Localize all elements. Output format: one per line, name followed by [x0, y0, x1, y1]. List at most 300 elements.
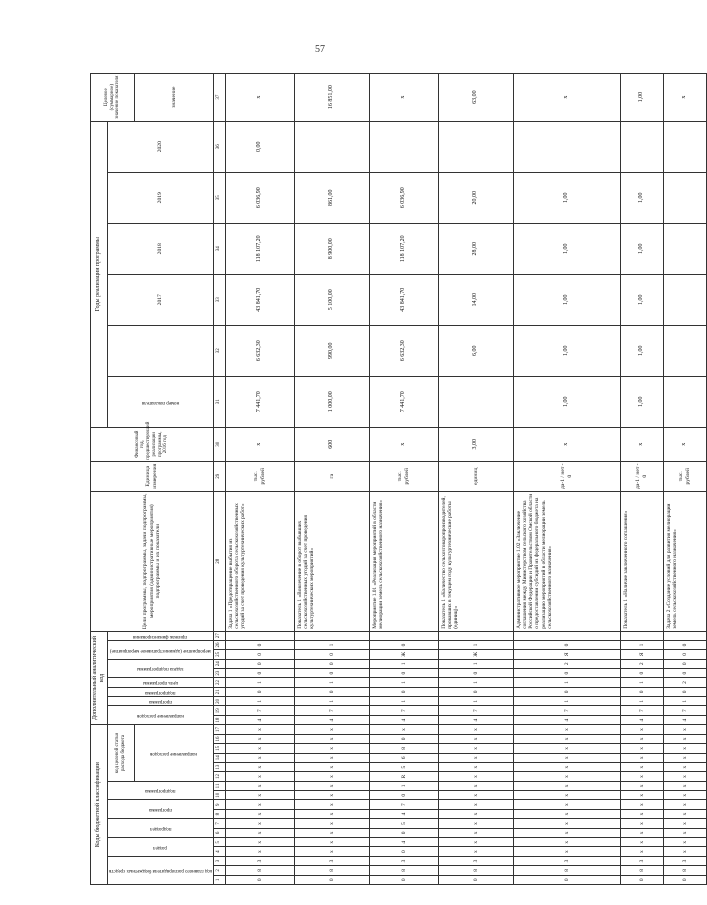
code-cell: 0: [369, 687, 438, 696]
column-index: 26: [213, 640, 225, 649]
code-cell: х: [513, 744, 620, 753]
vertical-label: цель программы: [142, 680, 178, 686]
code-cell: х: [620, 772, 663, 781]
target-value: 16 851,00: [294, 73, 369, 121]
code-cell: х: [294, 828, 369, 837]
code-cell: х: [369, 725, 438, 734]
code-cell: 0: [225, 659, 294, 668]
code-cell: 3: [513, 856, 620, 865]
vertical-label: задача подпрограммы: [137, 666, 184, 672]
table-row: [620, 73, 663, 884]
code-cell: 5: [369, 819, 438, 828]
code-cell: х: [513, 781, 620, 790]
code-cell: 0: [438, 875, 513, 884]
vertical-label: номер показателя: [141, 399, 179, 405]
column-index: 3: [213, 856, 225, 865]
year-value: [663, 376, 706, 427]
code-cell: 0: [663, 640, 706, 649]
row-name: Мероприятие 1.01 «Реализация мероприятий в области мелиорации земель сельскохозяйственного назначения»: [369, 491, 438, 631]
years-group-header: Годы реализации программы: [91, 121, 108, 427]
code-cell: х: [225, 838, 294, 847]
code-cell: 0: [225, 687, 294, 696]
code-cell: х: [294, 725, 369, 734]
code-cell: х: [438, 838, 513, 847]
budget-table: [90, 73, 707, 885]
budget-table-sheet: [90, 75, 691, 885]
code-cell: 1: [620, 678, 663, 687]
codes-group-header: Коды бюджетной классификации: [91, 725, 108, 885]
year-value: 1,00: [620, 172, 663, 223]
code-cell: 7: [294, 706, 369, 715]
year-value: [663, 325, 706, 376]
target-header: Целевое (суммарное) значение показателя: [91, 73, 135, 121]
column-index: 13: [213, 762, 225, 771]
unit-cell: га: [294, 461, 369, 491]
fin-year-value: х: [663, 427, 706, 461]
code-cell: 2: [663, 678, 706, 687]
column-index: 14: [213, 753, 225, 762]
year-header: 2020: [107, 121, 213, 172]
year-value: 1,00: [620, 325, 663, 376]
code-cell: 1: [369, 659, 438, 668]
year-value: [438, 121, 513, 172]
code-cell: х: [438, 781, 513, 790]
code-cell: 1: [369, 697, 438, 706]
code-cell: 0: [369, 847, 438, 856]
code-cell: х: [225, 772, 294, 781]
year-value: 118 107,20: [369, 223, 438, 274]
target-article-header: код целевой статьи расхода бюджета: [107, 725, 134, 781]
row-name: Задача 2 «Создание условий для развития мелиорации земель сельскохозяйственного назначения»: [663, 491, 706, 631]
code-cell: 8: [369, 744, 438, 753]
code-cell: 0: [438, 687, 513, 696]
code-cell: х: [438, 819, 513, 828]
code-cell: х: [620, 809, 663, 818]
code-cell: 0: [369, 734, 438, 743]
code-cell: 4: [369, 809, 438, 818]
code-cell: х: [294, 809, 369, 818]
direction-header: [134, 725, 213, 781]
code-cell: 0: [663, 875, 706, 884]
year-value: 1 000,00: [294, 376, 369, 427]
target-value-header: значение: [134, 73, 213, 121]
code-cell: 4: [294, 715, 369, 724]
code-cell: 0: [294, 875, 369, 884]
code-cell: 1: [369, 678, 438, 687]
column-index: 19: [213, 706, 225, 715]
code-cell: 2: [513, 659, 620, 668]
table-row: [225, 73, 294, 884]
code-cell: 0: [513, 668, 620, 677]
code-cell: х: [225, 847, 294, 856]
code-cell: 7: [620, 706, 663, 715]
code-cell: х: [663, 809, 706, 818]
column-index: 2: [213, 866, 225, 875]
vertical-label: подраздел: [149, 826, 171, 832]
code-cell: 1: [620, 640, 663, 649]
year-value: [294, 121, 369, 172]
column-index: 29: [213, 461, 225, 491]
code-cell: Я: [513, 650, 620, 659]
code-cell: х: [513, 734, 620, 743]
column-index: 10: [213, 791, 225, 800]
target-value: х: [513, 73, 620, 121]
code-cell: х: [225, 809, 294, 818]
code-cell: х: [294, 772, 369, 781]
code-cell: 1: [438, 697, 513, 706]
code-cell: 0: [663, 687, 706, 696]
spare-cell: [513, 631, 620, 640]
code-cell: х: [294, 838, 369, 847]
code-cell: х: [663, 734, 706, 743]
year-value: [620, 121, 663, 172]
year-value: 1,00: [513, 274, 620, 325]
column-index: 34: [213, 223, 225, 274]
code-cell: х: [225, 791, 294, 800]
track-col-header: [107, 687, 213, 696]
code-cell: х: [438, 828, 513, 837]
code-cell: 1: [369, 781, 438, 790]
track-col-header: [107, 376, 213, 427]
code-cell: х: [663, 800, 706, 809]
code-cell: 8: [513, 866, 620, 875]
code-cell: 7: [225, 706, 294, 715]
fin-year-value: 600: [294, 427, 369, 461]
code-cell: х: [294, 791, 369, 800]
code-col-header: [107, 838, 213, 857]
code-cell: Я: [620, 650, 663, 659]
code-cell: х: [513, 725, 620, 734]
code-cell: 4: [369, 838, 438, 847]
code-cell: х: [513, 772, 620, 781]
code-cell: х: [620, 828, 663, 837]
code-cell: 8: [438, 866, 513, 875]
code-cell: х: [620, 762, 663, 771]
code-cell: х: [513, 819, 620, 828]
target-value: х: [225, 73, 294, 121]
column-index: 22: [213, 678, 225, 687]
code-cell: х: [438, 753, 513, 762]
code-cell: 1: [294, 640, 369, 649]
code-cell: 1: [438, 678, 513, 687]
code-cell: 3: [438, 856, 513, 865]
code-cell: 0: [294, 650, 369, 659]
track-col-header: [107, 678, 213, 687]
code-cell: х: [620, 753, 663, 762]
code-cell: 0: [620, 687, 663, 696]
unit-cell: да-1 / нет - 0: [620, 461, 663, 491]
code-cell: 3: [369, 856, 438, 865]
target-value: 63,00: [438, 73, 513, 121]
code-cell: х: [225, 819, 294, 828]
code-cell: х: [294, 847, 369, 856]
unit-cell: да-1 / нет - 0: [513, 461, 620, 491]
year-value: 990,00: [294, 325, 369, 376]
code-cell: х: [663, 772, 706, 781]
table-row: [663, 73, 706, 884]
fin-year-value: х: [513, 427, 620, 461]
code-cell: х: [663, 781, 706, 790]
column-index: 6: [213, 828, 225, 837]
code-cell: 2: [620, 659, 663, 668]
column-index: 28: [213, 491, 225, 631]
code-cell: х: [663, 762, 706, 771]
code-cell: х: [294, 734, 369, 743]
code-cell: 0: [369, 875, 438, 884]
code-cell: х: [294, 819, 369, 828]
column-index: 15: [213, 744, 225, 753]
code-cell: х: [438, 809, 513, 818]
code-cell: х: [620, 819, 663, 828]
year-value: [663, 172, 706, 223]
column-index: 30: [213, 427, 225, 461]
spare-cell: [294, 631, 369, 640]
column-index: 4: [213, 847, 225, 856]
code-cell: 7: [369, 706, 438, 715]
year-value: [663, 274, 706, 325]
spare-cell: [620, 631, 663, 640]
code-cell: х: [438, 791, 513, 800]
vertical-label: направление расходов: [136, 713, 184, 719]
table-row: [369, 73, 438, 884]
code-cell: 1: [513, 697, 620, 706]
column-index: 7: [213, 819, 225, 828]
code-cell: х: [513, 753, 620, 762]
target-value: 1,00: [620, 73, 663, 121]
code-cell: х: [294, 781, 369, 790]
code-cell: 1: [225, 697, 294, 706]
code-cell: 1: [225, 678, 294, 687]
column-index: 5: [213, 838, 225, 847]
code-cell: 4: [620, 715, 663, 724]
code-cell: 1: [294, 697, 369, 706]
target-value: х: [663, 73, 706, 121]
code-cell: Ж: [438, 650, 513, 659]
code-cell: х: [620, 734, 663, 743]
code-cell: 1: [513, 678, 620, 687]
code-cell: х: [294, 762, 369, 771]
track-col-header: [107, 631, 213, 640]
column-index: 32: [213, 325, 225, 376]
code-cell: 0: [620, 668, 663, 677]
unit-cell: тыс. рублей: [369, 461, 438, 491]
code-cell: х: [513, 828, 620, 837]
column-index: 12: [213, 772, 225, 781]
code-cell: х: [438, 725, 513, 734]
code-cell: х: [438, 800, 513, 809]
code-col-header: [107, 706, 213, 725]
year-value: 6,00: [438, 325, 513, 376]
column-index: 36: [213, 121, 225, 172]
year-value: 7 441,70: [369, 376, 438, 427]
code-cell: 3: [294, 856, 369, 865]
vertical-label: программа: [148, 699, 172, 705]
year-value: 14,00: [438, 274, 513, 325]
vertical-label: мероприятие (административное мероприятие): [109, 647, 211, 653]
year-value: 1,00: [620, 223, 663, 274]
code-cell: х: [663, 753, 706, 762]
code-cell: х: [294, 744, 369, 753]
code-cell: х: [620, 725, 663, 734]
year-value: [663, 121, 706, 172]
column-index: 24: [213, 659, 225, 668]
code-cell: 8: [294, 866, 369, 875]
spare-cell: [225, 631, 294, 640]
code-cell: R: [369, 772, 438, 781]
code-cell: х: [513, 800, 620, 809]
fin-year-value: 3,00: [438, 427, 513, 461]
code-cell: 1: [294, 678, 369, 687]
code-cell: 7: [369, 800, 438, 809]
year-value: 0,00: [225, 121, 294, 172]
code-cell: х: [225, 800, 294, 809]
track-col-header: [107, 640, 213, 659]
code-cell: 8: [620, 866, 663, 875]
code-cell: 0: [294, 687, 369, 696]
row-name: Показатель 1 «Наличие заключенного соглашения»: [620, 491, 663, 631]
code-cell: 8: [225, 866, 294, 875]
code-cell: х: [663, 791, 706, 800]
code-cell: х: [663, 819, 706, 828]
code-col-header: [107, 781, 213, 800]
code-cell: х: [620, 791, 663, 800]
code-cell: х: [513, 762, 620, 771]
row-name: Административное мероприятие 1.02 «Заключение соглашения между Министерством сельского хозяйства Российской Федерации и Правительством Омской области о предоставлении субсидий из федерального бюджета на реализацию мероприятий в области мелиорации земель сельскохозяйственного назначения»: [513, 491, 620, 631]
code-cell: 0: [663, 659, 706, 668]
year-value: 6 036,90: [369, 172, 438, 223]
code-cell: 0: [294, 659, 369, 668]
code-col-header: [107, 800, 213, 819]
code-cell: 0: [225, 875, 294, 884]
vertical-label: раздел: [153, 844, 168, 850]
year-value: 43 841,70: [225, 274, 294, 325]
code-cell: 1: [438, 659, 513, 668]
unit-cell: тыс. рублей: [225, 461, 294, 491]
code-cell: х: [663, 744, 706, 753]
row-name: Показатель 1 «Количество сельхозтоваропроизводителей, провавших в текущем году культуртехнические работы (единиц)»: [438, 491, 513, 631]
code-cell: х: [620, 744, 663, 753]
code-cell: х: [225, 725, 294, 734]
year-value: 1,00: [513, 376, 620, 427]
code-cell: 1: [438, 640, 513, 649]
code-cell: 0: [225, 640, 294, 649]
year-value: 1,00: [513, 223, 620, 274]
code-cell: 0: [369, 640, 438, 649]
code-cell: х: [513, 809, 620, 818]
year-value: 1,00: [620, 376, 663, 427]
code-cell: х: [294, 800, 369, 809]
code-cell: 4: [663, 715, 706, 724]
column-index: 37: [213, 73, 225, 121]
spare-cell: [369, 631, 438, 640]
column-index: 35: [213, 172, 225, 223]
column-index: 1: [213, 875, 225, 884]
code-cell: 3: [225, 856, 294, 865]
table-row: [513, 73, 620, 884]
column-index: 23: [213, 668, 225, 677]
table-row: [294, 73, 369, 884]
code-cell: 0: [620, 875, 663, 884]
code-cell: х: [620, 800, 663, 809]
code-col-header: [107, 856, 213, 884]
table-row: [438, 73, 513, 884]
code-cell: 0: [369, 668, 438, 677]
code-cell: х: [438, 734, 513, 743]
code-cell: 0: [225, 650, 294, 659]
code-cell: х: [513, 791, 620, 800]
code-cell: 7: [438, 706, 513, 715]
year-value: 6 632,30: [225, 325, 294, 376]
year-value: 1,00: [513, 325, 620, 376]
year-header: 2019: [107, 172, 213, 223]
column-index: 9: [213, 800, 225, 809]
column-index: 27: [213, 631, 225, 640]
unit-header: Единица измерения: [91, 461, 214, 491]
code-cell: 7: [513, 706, 620, 715]
column-index: 17: [213, 725, 225, 734]
code-cell: 6: [369, 753, 438, 762]
column-index: 16: [213, 734, 225, 743]
tracking-group-header: Дополнительный аналитический код: [91, 631, 108, 725]
code-cell: х: [225, 734, 294, 743]
code-cell: 4: [225, 715, 294, 724]
spare-cell: [438, 631, 513, 640]
code-cell: х: [225, 762, 294, 771]
spare-header: [107, 325, 213, 376]
code-cell: 0: [513, 875, 620, 884]
year-value: 861,00: [294, 172, 369, 223]
code-cell: х: [225, 828, 294, 837]
year-header: 2017: [107, 274, 213, 325]
code-cell: х: [663, 838, 706, 847]
vertical-label: программа: [148, 807, 172, 813]
year-value: 5 100,00: [294, 274, 369, 325]
code-cell: 0: [438, 668, 513, 677]
code-cell: х: [663, 725, 706, 734]
row-name: Показатель 1 «Вовлечение в оборот выбывших сельскохозяйственных угодий за счет проведения культуртехнических мероприятий»: [294, 491, 369, 631]
column-index: 18: [213, 715, 225, 724]
fin-year-value: х: [225, 427, 294, 461]
track-col-header: [107, 697, 213, 706]
code-cell: 8: [663, 866, 706, 875]
code-cell: х: [438, 847, 513, 856]
code-cell: х: [620, 847, 663, 856]
column-index: 31: [213, 376, 225, 427]
code-cell: 8: [369, 866, 438, 875]
unit-cell: единиц: [438, 461, 513, 491]
vertical-label: подпрограмма: [144, 689, 176, 695]
code-cell: х: [438, 744, 513, 753]
vertical-label: код главного распорядителя бюджетных средств: [108, 868, 212, 874]
code-cell: 0: [513, 687, 620, 696]
vertical-label: признак финансирования: [133, 633, 188, 639]
code-cell: х: [438, 772, 513, 781]
code-cell: х: [225, 781, 294, 790]
column-index: 8: [213, 809, 225, 818]
column-index: 21: [213, 687, 225, 696]
vertical-label: направление расходов: [150, 750, 198, 756]
code-cell: 0: [663, 668, 706, 677]
target-value: х: [369, 73, 438, 121]
year-value: 8 900,00: [294, 223, 369, 274]
year-value: 6 036,90: [225, 172, 294, 223]
vertical-label: подпрограмма: [144, 788, 176, 794]
code-cell: 7: [663, 706, 706, 715]
spare-cell: [663, 631, 706, 640]
code-cell: 0: [369, 828, 438, 837]
year-value: 28,00: [438, 223, 513, 274]
year-value: [663, 223, 706, 274]
